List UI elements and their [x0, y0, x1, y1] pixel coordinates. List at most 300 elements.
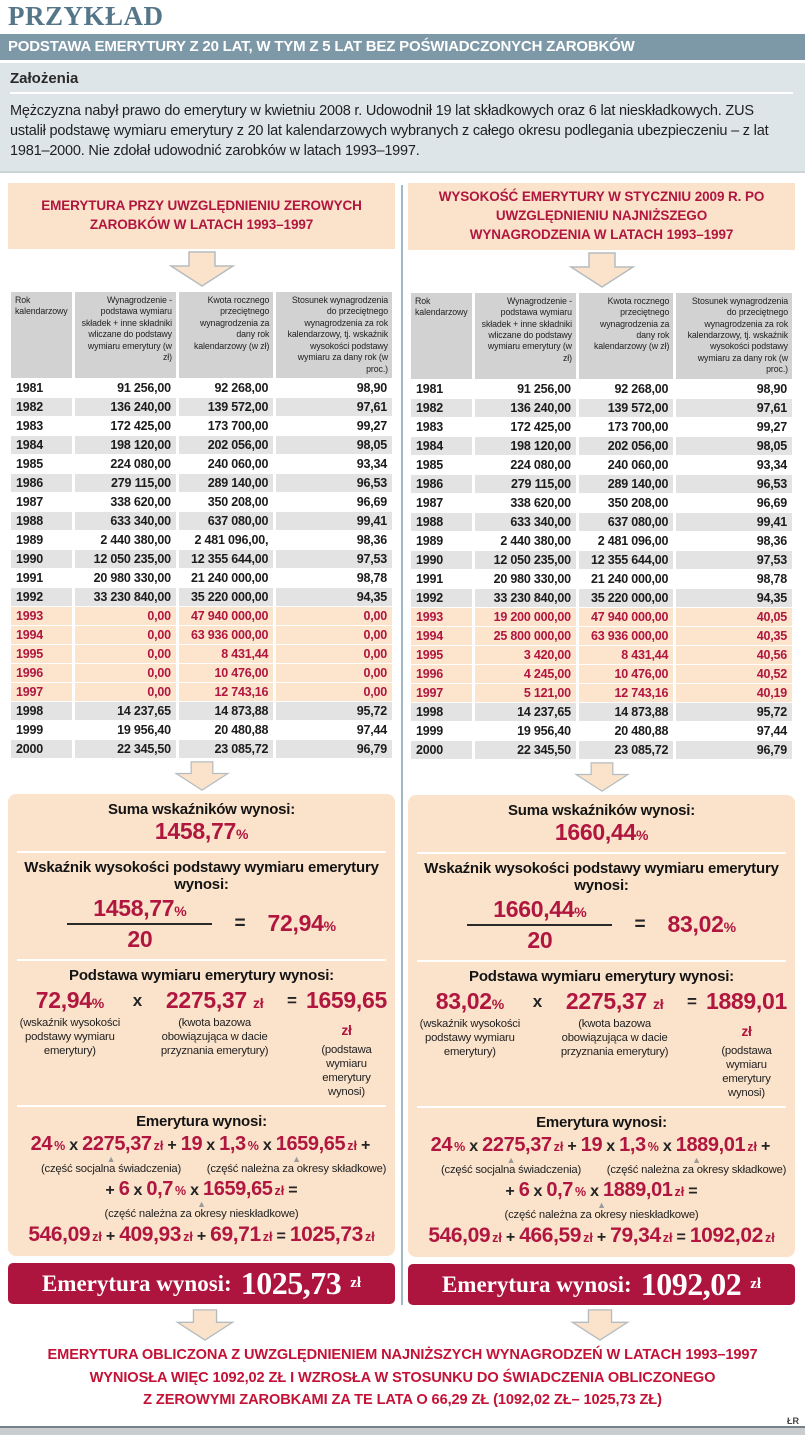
table-row — [411, 627, 792, 645]
down-arrow-icon — [8, 249, 395, 289]
formula-segment: 6 — [118, 1178, 130, 1201]
table-cell-wage: 279 115,00 — [75, 474, 176, 492]
table-cell-year: 2000 — [11, 740, 72, 758]
down-arrow-icon — [408, 250, 795, 290]
caption-social: ▲ (część socjalna świadczenia) — [40, 1154, 182, 1176]
table-cell-avg: 20 480,88 — [614, 723, 669, 738]
formula-segment: zł — [153, 1139, 164, 1154]
formula-segment: 546,09 — [28, 1223, 91, 1247]
formula-segment: 0,7 — [146, 1178, 173, 1201]
separator — [17, 959, 386, 961]
table-header — [11, 292, 392, 378]
table-cell-year: 1996 — [411, 665, 472, 683]
formula-segment: 79,34 — [610, 1224, 661, 1248]
header-ratio: Stosunek wynagrodzenia do przeciętnego wynagrodzenia za rok kalendarzowy, tj. wskaźnik wysokości podstawy wymiaru za dany rok (w proc.) — [676, 293, 792, 379]
table-row — [11, 588, 392, 606]
table-cell-ratio: 93,34 — [356, 456, 387, 471]
table-cell-avg: 350 208,00 — [207, 494, 269, 509]
formula-segment: 466,59 — [519, 1224, 582, 1248]
formula-segment: 24 — [30, 1133, 53, 1156]
table-cell-year: 1997 — [411, 684, 472, 702]
formula-segment: zł — [747, 1140, 757, 1155]
pension-formula-line2 — [416, 1179, 787, 1202]
table-cell-ratio: 97,61 — [276, 398, 392, 416]
table-cell-wage: 19 200 000,00 — [475, 608, 576, 626]
formula-segment: zł — [583, 1231, 593, 1246]
table-row — [411, 437, 792, 455]
table-row — [411, 665, 792, 683]
result-banner: Emerytura wynosi: 1092,02 zł — [408, 1264, 795, 1305]
formula-segment: % — [454, 1140, 466, 1155]
fraction-denominator: 20 — [127, 925, 153, 952]
table-cell-ratio: 97,44 — [756, 723, 787, 738]
table-cell-ratio: 96,69 — [756, 495, 787, 510]
table-cell-ratio: 96,79 — [276, 740, 392, 758]
formula-segment: x — [133, 1182, 143, 1200]
table-cell-avg: 23 085,72 — [579, 741, 673, 759]
base-result-group: 1889,01 zł (podstawa wymiaru emerytury wynosi) — [705, 987, 787, 1099]
pension-label: Emerytura wynosi: — [136, 1113, 267, 1131]
table-row — [411, 646, 792, 664]
table-cell-avg: 350 208,00 — [607, 495, 669, 510]
table-cell-avg: 139 572,00 — [179, 398, 273, 416]
table-cell-year: 1992 — [11, 588, 72, 606]
table-cell-wage: 12 050 235,00 — [75, 550, 176, 568]
table-cell-ratio: 94,35 — [276, 588, 392, 606]
table-cell-ratio: 0,00 — [276, 607, 392, 625]
table-cell-wage: 633 340,00 — [75, 512, 176, 530]
panel-title: EMERYTURA PRZY UWZGLĘDNIENIU ZEROWYCH ZAROBKÓW W LATACH 1993–1997 — [8, 183, 395, 249]
table-cell-avg: 139 572,00 — [579, 399, 673, 417]
header-wage: Wynagrodzenie - podstawa wymiaru składek + inne składniki wliczane do podstawy wymiaru emerytury (w zł) — [75, 292, 176, 378]
header-wage: Wynagrodzenie - podstawa wymiaru składek + inne składniki wliczane do podstawy wymiaru emerytury (w zł) — [475, 293, 576, 379]
table-cell-ratio: 96,53 — [676, 475, 792, 493]
separator — [17, 851, 386, 853]
table-cell-year: 1999 — [16, 722, 44, 737]
table-cell-year: 1983 — [16, 418, 44, 433]
formula-segment: + — [567, 1138, 577, 1156]
table-row — [411, 380, 792, 398]
column-divider — [401, 185, 403, 1305]
table-row — [11, 645, 392, 663]
base-amount-group: 2275,37 zł (kwota bazowa obowiązująca w dacie przyznania emerytury) — [160, 986, 269, 1058]
table-cell-wage: 224 080,00 — [110, 456, 171, 471]
table-row — [11, 417, 392, 435]
down-arrow-icon — [403, 1309, 798, 1341]
table-cell-ratio: 40,56 — [676, 646, 792, 664]
base-factor-group: 72,94% (wskaźnik wysokości podstawy wymiaru emerytury) — [19, 986, 121, 1058]
table-cell-avg: 2 481 096,00 — [597, 533, 669, 548]
base-label: Podstawa wymiaru emerytury wynosi: — [469, 967, 734, 985]
formula-segment: + — [760, 1138, 771, 1156]
table-row — [411, 741, 792, 759]
formula-segment: = — [688, 1183, 698, 1201]
table-cell-ratio: 99,27 — [356, 418, 387, 433]
equals-sign: = — [687, 991, 697, 1011]
table-cell-avg: 173 700,00 — [207, 418, 269, 433]
table-cell-avg: 92 268,00 — [614, 381, 669, 396]
table-cell-avg: 8 431,44 — [179, 645, 273, 663]
table-cell-ratio: 98,05 — [676, 437, 792, 455]
separator — [417, 852, 786, 854]
table-cell-year: 1997 — [11, 683, 72, 701]
table-cell-wage: 22 345,50 — [475, 741, 576, 759]
table-cell-year: 1991 — [16, 570, 44, 585]
caption-social: ▲ (część socjalna świadczenia) — [440, 1155, 582, 1177]
equals-sign: = — [634, 913, 646, 935]
table-row — [11, 626, 392, 644]
table-cell-avg: 637 080,00 — [579, 513, 673, 531]
table-body — [411, 380, 792, 759]
formula-segment: x — [69, 1137, 79, 1155]
formula-segment: x — [606, 1138, 616, 1156]
table-cell-ratio: 0,00 — [276, 626, 392, 644]
table-row — [411, 722, 792, 740]
table-cell-year: 1998 — [11, 702, 72, 720]
table-cell-ratio: 0,00 — [276, 664, 392, 682]
index-label: Wskaźnik wysokości podstawy wymiaru emerytury wynosi: — [24, 858, 379, 893]
equals-sign: = — [287, 990, 297, 1010]
formula-segment: % — [54, 1139, 66, 1154]
formula-segment: + — [105, 1182, 115, 1200]
table-row — [11, 683, 392, 701]
index-fraction — [416, 896, 787, 954]
table-cell-year: 1987 — [416, 495, 444, 510]
table-cell-ratio: 40,35 — [676, 627, 792, 645]
table-cell-year: 1985 — [16, 456, 44, 471]
pension-formula-line1 — [416, 1134, 787, 1157]
header-year: Rok kalendarzowy — [11, 292, 72, 378]
table-cell-avg: 14 873,88 — [179, 702, 273, 720]
formula-segment: 1025,73 — [289, 1223, 363, 1247]
table-cell-avg: 12 743,16 — [579, 684, 673, 702]
bottom-bar — [0, 1426, 805, 1435]
table-cell-wage: 3 420,00 — [475, 646, 576, 664]
table-cell-year: 1996 — [11, 664, 72, 682]
formula-segment: + — [360, 1137, 371, 1155]
table-row — [411, 570, 792, 588]
table-cell-avg: 12 355 644,00 — [579, 551, 673, 569]
table-cell-wage: 172 425,00 — [110, 418, 171, 433]
table-cell-avg: 8 431,44 — [579, 646, 673, 664]
table-cell-avg: 35 220 000,00 — [579, 589, 673, 607]
table-cell-year: 1981 — [16, 380, 44, 395]
title-banner: PODSTAWA EMERYTURY Z 20 LAT, W TYM Z 5 LAT BEZ POŚWIADCZONYCH ZAROBKÓW — [0, 34, 805, 60]
table-cell-year: 2000 — [411, 741, 472, 759]
sum-value: 1458,77% — [154, 817, 249, 844]
table-cell-year: 1982 — [11, 398, 72, 416]
comparison-columns — [0, 173, 805, 1305]
formula-segment: % — [174, 1184, 187, 1199]
panel-zero-earnings — [8, 183, 395, 1305]
caption-contributory: ▲ (część należna za okresy składkowe) — [206, 1154, 387, 1176]
index-fraction — [16, 895, 387, 953]
formula-segment: % — [647, 1140, 659, 1155]
table-cell-wage: 20 980 330,00 — [93, 570, 171, 585]
table-row — [11, 664, 392, 682]
base-result-group: 1659,65 zł (podstawa wymiaru emerytury wynosi) — [305, 986, 387, 1099]
times-sign: x — [132, 990, 143, 1010]
assumptions-title: Założenia — [10, 70, 793, 94]
table-cell-year: 1988 — [411, 513, 472, 531]
header-avg: Kwota rocznego przeciętnego wynagrodzenia za dany rok kalendarzowy (w zł) — [179, 292, 273, 378]
table-cell-wage: 224 080,00 — [510, 457, 571, 472]
table-cell-ratio: 98,36 — [756, 533, 787, 548]
formula-segment: 69,71 — [210, 1223, 261, 1247]
base-amount-group: 2275,37 zł (kwota bazowa obowiązująca w dacie przyznania emerytury) — [560, 987, 669, 1058]
table-row — [11, 493, 392, 511]
table-cell-wage: 12 050 235,00 — [475, 551, 576, 569]
header-ratio: Stosunek wynagrodzenia do przeciętnego wynagrodzenia za rok kalendarzowy, tj. wskaźnik wysokości podstawy wymiaru za dany rok (w proc.) — [276, 292, 392, 378]
table-row — [11, 474, 392, 492]
table-row — [11, 398, 392, 416]
fraction-numerator: 1660,44% — [467, 896, 612, 926]
table-row — [411, 589, 792, 607]
table-row — [411, 684, 792, 702]
table-row — [11, 721, 392, 739]
table-cell-wage: 2 440 380,00 — [100, 532, 171, 547]
table-cell-wage: 33 230 840,00 — [75, 588, 176, 606]
formula-segment: 1,3 — [219, 1133, 246, 1156]
table-cell-year: 1990 — [411, 551, 472, 569]
table-cell-wage: 91 256,00 — [117, 380, 171, 395]
formula-segment: x — [533, 1183, 543, 1201]
table-cell-avg: 240 060,00 — [607, 457, 669, 472]
table-cell-ratio: 96,69 — [356, 494, 387, 509]
result-banner: Emerytura wynosi: 1025,73 zł — [8, 1263, 395, 1304]
table-cell-wage: 198 120,00 — [475, 437, 576, 455]
conclusion-text: EMERYTURA OBLICZONA Z UWZGLĘDNIENIEM NAJNIŻSZYCH WYNAGRODZEŃ W LATACH 1993–1997 WYNIOSŁA WIĘC 1092,02 ZŁ I WZROSŁA W STOSUNKU DO ŚWIADCZENIA OBLICZONEGO Z ZEROWYMI ZAROBKAMI ZA TE LATA O 66,29 ZŁ (1092,02 ZŁ– 1025,73 ZŁ) — [47, 1347, 758, 1409]
table-cell-year: 1999 — [416, 723, 444, 738]
caption-noncontributory: ▲ (część należna za okresy nieskładkowe) — [104, 1199, 299, 1221]
table-cell-avg: 12 743,16 — [179, 683, 273, 701]
table-cell-avg: 21 240 000,00 — [590, 571, 669, 586]
pension-table — [408, 292, 795, 760]
table-cell-avg: 21 240 000,00 — [190, 570, 269, 585]
table-cell-ratio: 95,72 — [276, 702, 392, 720]
table-cell-year: 1983 — [416, 419, 444, 434]
formula-segment: x — [469, 1138, 479, 1156]
header-year: Rok kalendarzowy — [411, 293, 472, 379]
table-body — [11, 379, 392, 758]
table-cell-avg: 173 700,00 — [607, 419, 669, 434]
sum-value: 1660,44% — [554, 818, 649, 845]
table-cell-wage: 0,00 — [75, 607, 176, 625]
table-row — [411, 608, 792, 626]
formula-segment: + — [196, 1228, 207, 1246]
formula-segment: 546,09 — [428, 1224, 491, 1248]
table-cell-avg: 202 056,00 — [579, 437, 673, 455]
formula-segment: zł — [553, 1140, 564, 1155]
table-cell-avg: 202 056,00 — [179, 436, 273, 454]
table-cell-avg: 10 476,00 — [179, 664, 273, 682]
formula-segment: = — [288, 1182, 298, 1200]
formula-segment: 1889,01 — [603, 1179, 673, 1202]
table-cell-avg: 23 085,72 — [179, 740, 273, 758]
header-avg: Kwota rocznego przeciętnego wynagrodzenia za dany rok kalendarzowy (w zł) — [579, 293, 673, 379]
table-cell-year: 1994 — [11, 626, 72, 644]
sum-label: Suma wskaźników wynosi: — [507, 801, 696, 819]
table-cell-wage: 172 425,00 — [510, 419, 571, 434]
table-cell-wage: 19 956,40 — [117, 722, 171, 737]
table-cell-avg: 14 873,88 — [579, 703, 673, 721]
formula-segment: 19 — [180, 1133, 203, 1156]
formula-segment: = — [276, 1228, 286, 1246]
separator — [417, 960, 786, 962]
table-cell-year: 1998 — [411, 703, 472, 721]
table-cell-year: 1986 — [411, 475, 472, 493]
table-cell-wage: 4 245,00 — [475, 665, 576, 683]
table-cell-avg: 637 080,00 — [179, 512, 273, 530]
formula-segment: zł — [364, 1230, 375, 1245]
formula-segment: + — [505, 1183, 515, 1201]
table-row — [11, 512, 392, 530]
table-cell-year: 1982 — [411, 399, 472, 417]
pension-sum-line — [416, 1224, 787, 1248]
table-cell-year: 1995 — [411, 646, 472, 664]
table-row — [411, 494, 792, 512]
fraction-denominator: 20 — [527, 926, 553, 953]
index-label: Wskaźnik wysokości podstawy wymiaru emerytury wynosi: — [424, 859, 779, 894]
formula-segment: 24 — [430, 1134, 453, 1157]
formula-captions — [16, 1156, 387, 1175]
table-cell-ratio: 96,79 — [676, 741, 792, 759]
table-cell-ratio: 98,36 — [356, 532, 387, 547]
table-cell-year: 1993 — [11, 607, 72, 625]
table-cell-wage: 25 800 000,00 — [475, 627, 576, 645]
panel-minimum-wage — [408, 183, 795, 1305]
table-cell-year: 1992 — [411, 589, 472, 607]
table-row — [11, 379, 392, 397]
panel-title: WYSOKOŚĆ EMERYTURY W STYCZNIU 2009 R. PO UWZGLĘDNIENIU NAJNIŻSZEGO WYNAGRODZENIA W LATACH 1993–1997 — [408, 183, 795, 250]
table-cell-ratio: 98,90 — [756, 381, 787, 396]
table-row — [11, 436, 392, 454]
table-cell-avg: 35 220 000,00 — [179, 588, 273, 606]
table-cell-ratio: 93,34 — [756, 457, 787, 472]
formula-segment: 6 — [518, 1179, 530, 1202]
formula-segment: 2275,37 — [82, 1133, 152, 1156]
formula-segment: 2275,37 — [482, 1134, 552, 1157]
table-cell-wage: 22 345,50 — [75, 740, 176, 758]
assumptions-text: Mężczyzna nabył prawo do emerytury w kwietniu 2008 r. Udowodnił 19 lat składkowych oraz 6 lat nieskładkowych. ZUS ustalił podstawę wymiaru emerytury z 20 lat kalendarzowych wybranych z całego okresu podlegania ubezpieczeniu – z lat 1981–2000. Nie zdołał udowodnić zarobków w latach 1993–1997. — [10, 103, 769, 159]
table-cell-year: 1989 — [16, 532, 44, 547]
table-cell-wage: 338 620,00 — [110, 494, 171, 509]
table-cell-ratio: 40,19 — [676, 684, 792, 702]
calculation-box — [408, 795, 795, 1257]
table-cell-wage: 0,00 — [75, 645, 176, 663]
formula-segment: zł — [492, 1231, 502, 1246]
table-row — [411, 418, 792, 436]
formula-segment: % — [247, 1139, 259, 1154]
table-cell-avg: 63 936 000,00 — [179, 626, 273, 644]
caption-noncontributory: ▲ (część należna za okresy nieskładkowe) — [504, 1200, 699, 1222]
formula-segment: x — [206, 1137, 216, 1155]
table-cell-wage: 5 121,00 — [475, 684, 576, 702]
table-cell-year: 1984 — [11, 436, 72, 454]
table-cell-avg: 92 268,00 — [214, 380, 269, 395]
table-cell-avg: 289 140,00 — [579, 475, 673, 493]
table-cell-year: 1994 — [411, 627, 472, 645]
table-cell-wage: 2 440 380,00 — [500, 533, 571, 548]
formula-segment: zł — [347, 1139, 357, 1154]
formula-segment: 1889,01 — [675, 1134, 746, 1157]
table-row — [411, 475, 792, 493]
table-cell-ratio: 95,72 — [676, 703, 792, 721]
table-cell-wage: 33 230 840,00 — [475, 589, 576, 607]
table-cell-avg: 47 940 000,00 — [579, 608, 673, 626]
formula-segment: 1092,02 — [689, 1224, 763, 1248]
table-cell-ratio: 0,00 — [276, 683, 392, 701]
table-row — [11, 740, 392, 758]
pension-label: Emerytura wynosi: — [536, 1114, 667, 1132]
table-row — [11, 607, 392, 625]
formula-segment: 1659,65 — [275, 1133, 346, 1156]
table-cell-ratio: 99,41 — [676, 513, 792, 531]
table-cell-wage: 136 240,00 — [475, 399, 576, 417]
table-cell-wage: 20 980 330,00 — [493, 571, 571, 586]
table-cell-ratio: 98,90 — [356, 380, 387, 395]
down-arrow-icon — [8, 759, 395, 793]
table-row — [411, 456, 792, 474]
table-cell-ratio: 97,61 — [676, 399, 792, 417]
table-cell-avg: 2 481 096,00, — [194, 532, 269, 547]
table-cell-ratio: 94,35 — [676, 589, 792, 607]
assumptions-box — [0, 63, 805, 171]
table-row — [11, 531, 392, 549]
table-cell-year: 1981 — [416, 381, 444, 396]
formula-segment: zł — [183, 1230, 193, 1245]
index-value: 72,94% — [267, 910, 336, 937]
table-row — [411, 513, 792, 531]
table-header — [411, 293, 792, 379]
table-cell-avg: 240 060,00 — [207, 456, 269, 471]
table-cell-year: 1988 — [11, 512, 72, 530]
table-cell-ratio: 97,53 — [276, 550, 392, 568]
base-equation — [416, 988, 787, 1100]
table-row — [411, 703, 792, 721]
table-cell-year: 1984 — [411, 437, 472, 455]
table-cell-year: 1991 — [416, 571, 444, 586]
formula-segment: + — [105, 1228, 116, 1246]
separator — [417, 1106, 786, 1108]
table-cell-avg: 10 476,00 — [579, 665, 673, 683]
table-cell-year: 1995 — [11, 645, 72, 663]
formula-segment: = — [676, 1229, 686, 1247]
sum-label: Suma wskaźników wynosi: — [107, 800, 296, 818]
fraction-numerator: 1458,77% — [67, 895, 212, 925]
formula-segment: zł — [262, 1230, 273, 1245]
table-row — [11, 569, 392, 587]
table-cell-wage: 0,00 — [75, 683, 176, 701]
formula-segment: zł — [662, 1231, 673, 1246]
table-cell-wage: 0,00 — [75, 626, 176, 644]
pension-sum-line — [16, 1223, 387, 1247]
formula-segment: + — [596, 1229, 607, 1247]
formula-segment: zł — [274, 1184, 285, 1199]
formula-segment: 1659,65 — [203, 1178, 273, 1201]
formula-segment: + — [167, 1137, 177, 1155]
table-cell-year: 1990 — [11, 550, 72, 568]
formula-segment: x — [590, 1183, 600, 1201]
table-cell-year: 1986 — [11, 474, 72, 492]
table-cell-wage: 19 956,40 — [517, 723, 571, 738]
formula-segment: x — [190, 1182, 200, 1200]
pension-formula-line1 — [16, 1133, 387, 1156]
table-cell-wage: 14 237,65 — [75, 702, 176, 720]
table-cell-avg: 20 480,88 — [214, 722, 269, 737]
table-cell-year: 1987 — [16, 494, 44, 509]
formula-segment: + — [505, 1229, 516, 1247]
